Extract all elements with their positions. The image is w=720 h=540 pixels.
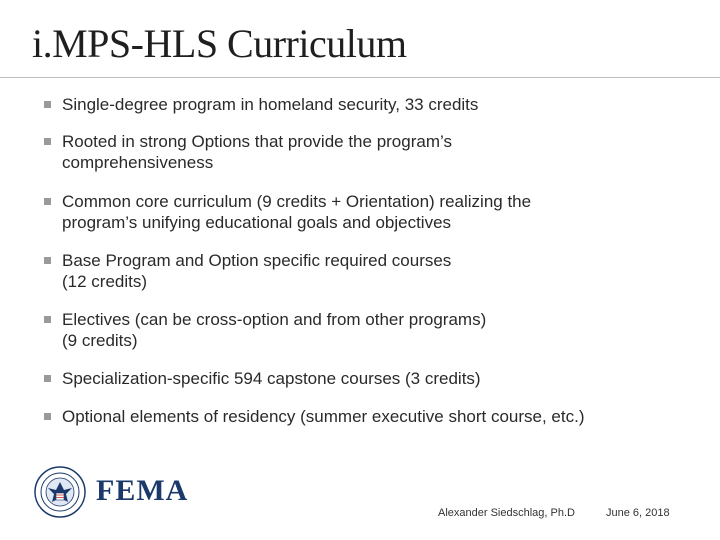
bullet-list — [44, 94, 704, 427]
bullet-text: Single-degree program in homeland security, 33 credits — [62, 95, 479, 114]
bullet-text: Electives (can be cross-option and from other programs) — [62, 310, 487, 329]
square-bullet-icon — [44, 375, 51, 382]
bullet-item — [44, 191, 704, 233]
square-bullet-icon — [44, 257, 51, 264]
bullet-item — [44, 309, 704, 351]
bullet-item — [44, 94, 704, 115]
bullet-text: Specialization-specific 594 capstone courses (3 credits) — [62, 369, 481, 388]
bullet-text: (12 credits) — [62, 272, 148, 291]
slide-title: i.MPS-HLS Curriculum — [32, 21, 407, 66]
bullet-text: (9 credits) — [62, 331, 138, 350]
dhs-seal-icon — [34, 466, 86, 518]
bullet-text: program’s unifying educational goals and objectives — [62, 213, 452, 232]
fema-wordmark: FEMA — [96, 474, 189, 507]
fema-logo — [34, 466, 189, 518]
square-bullet-icon — [44, 138, 51, 145]
square-bullet-icon — [44, 413, 51, 420]
footer-author: Alexander Siedschlag, Ph.D — [438, 507, 575, 519]
title-divider — [0, 77, 720, 78]
square-bullet-icon — [44, 101, 51, 108]
square-bullet-icon — [44, 198, 51, 205]
square-bullet-icon — [44, 316, 51, 323]
bullet-item — [44, 250, 704, 292]
footer-date: June 6, 2018 — [606, 507, 670, 519]
bullet-item — [44, 406, 704, 427]
bullet-item — [44, 368, 704, 389]
bullet-item — [44, 131, 704, 173]
bullet-text: Common core curriculum (9 credits + Orientation) realizing the — [62, 192, 532, 211]
bullet-text: Optional elements of residency (summer executive short course, etc.) — [62, 407, 585, 426]
bullet-text: Rooted in strong Options that provide the program’s — [62, 132, 452, 151]
bullet-text: comprehensiveness — [62, 153, 214, 172]
bullet-text: Base Program and Option specific required courses — [62, 251, 452, 270]
